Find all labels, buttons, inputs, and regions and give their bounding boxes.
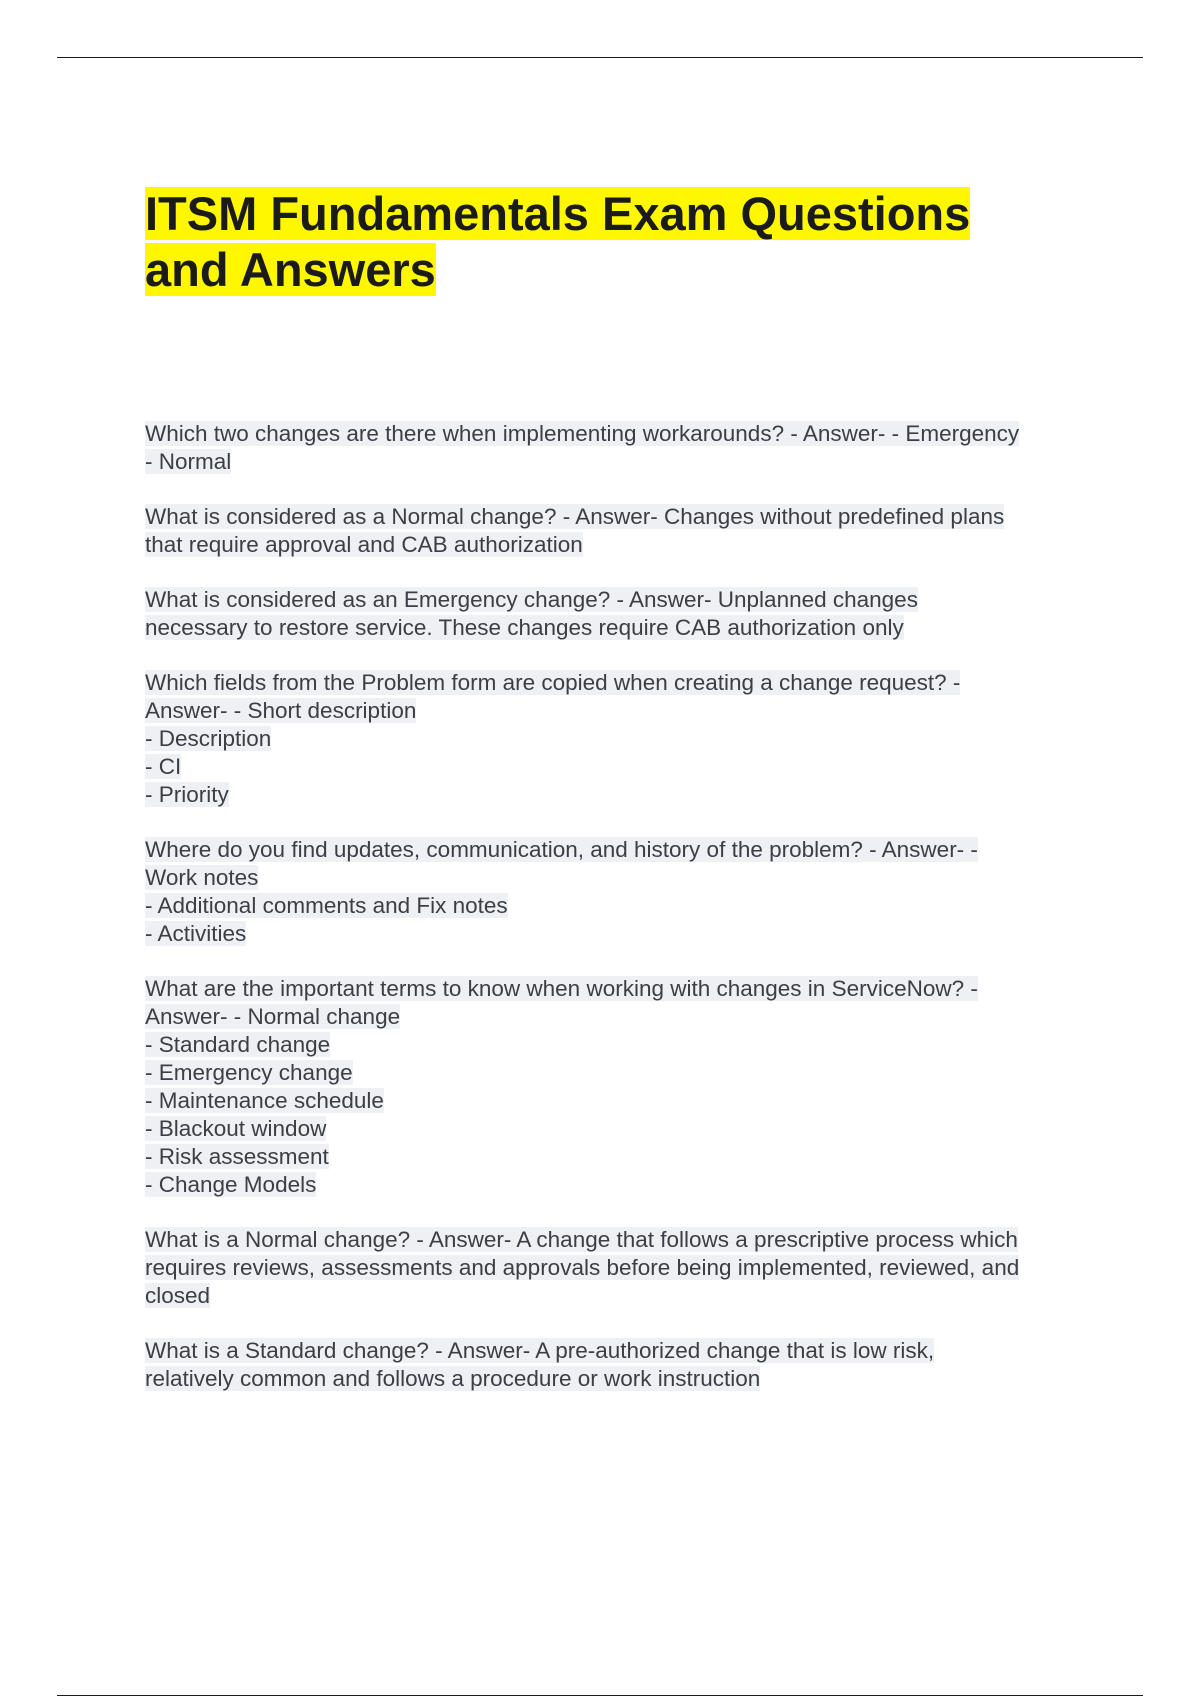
qa-line: - Activities bbox=[145, 921, 247, 946]
qa-line: What is a Normal change? - Answer- A change that follows a prescriptive process which bbox=[145, 1227, 1018, 1252]
qa-item bbox=[145, 503, 1095, 559]
qa-line: necessary to restore service. These changes require CAB authorization only bbox=[145, 615, 904, 640]
qa-line: - Normal bbox=[145, 449, 232, 474]
qa-line: - Priority bbox=[145, 782, 229, 807]
qa-line: Which fields from the Problem form are copied when creating a change request? - bbox=[145, 670, 961, 695]
title-line-1: ITSM Fundamentals Exam Questions bbox=[145, 187, 971, 240]
qa-line: Which two changes are there when implementing workarounds? - Answer- - Emergency bbox=[145, 421, 1020, 446]
qa-line: Work notes bbox=[145, 865, 259, 890]
qa-line: - Change Models bbox=[145, 1172, 317, 1197]
qa-item bbox=[145, 1337, 1095, 1393]
top-divider bbox=[57, 57, 1143, 58]
title-line-2: and Answers bbox=[145, 243, 436, 296]
qa-line: What are the important terms to know when working with changes in ServiceNow? - bbox=[145, 976, 978, 1001]
qa-line: relatively common and follows a procedure or work instruction bbox=[145, 1366, 761, 1391]
qa-item bbox=[145, 669, 1095, 809]
qa-item bbox=[145, 836, 1095, 948]
qa-line: requires reviews, assessments and approvals before being implemented, reviewed, and bbox=[145, 1255, 1020, 1280]
qa-line: What is considered as a Normal change? - Answer- Changes without predefined plans bbox=[145, 504, 1005, 529]
qa-line: - Maintenance schedule bbox=[145, 1088, 384, 1113]
qa-line: What is a Standard change? - Answer- A pre-authorized change that is low risk, bbox=[145, 1338, 935, 1363]
qa-item bbox=[145, 586, 1095, 642]
qa-line: - Emergency change bbox=[145, 1060, 353, 1085]
qa-item bbox=[145, 1226, 1095, 1310]
qa-line: that require approval and CAB authorization bbox=[145, 532, 583, 557]
qa-line: - CI bbox=[145, 754, 182, 779]
qa-line: Where do you find updates, communication, and history of the problem? - Answer- - bbox=[145, 837, 978, 862]
qa-line: - Blackout window bbox=[145, 1116, 327, 1141]
qa-line: - Additional comments and Fix notes bbox=[145, 893, 508, 918]
qa-line: - Risk assessment bbox=[145, 1144, 329, 1169]
qa-list bbox=[145, 420, 1095, 1420]
qa-line: - Standard change bbox=[145, 1032, 331, 1057]
qa-item bbox=[145, 975, 1095, 1199]
qa-line: Answer- - Short description bbox=[145, 698, 417, 723]
document-title bbox=[145, 186, 1085, 298]
bottom-divider bbox=[57, 1695, 1143, 1696]
qa-line: Answer- - Normal change bbox=[145, 1004, 401, 1029]
qa-item bbox=[145, 420, 1095, 476]
qa-line: closed bbox=[145, 1283, 211, 1308]
qa-line: What is considered as an Emergency change? - Answer- Unplanned changes bbox=[145, 587, 918, 612]
qa-line: - Description bbox=[145, 726, 272, 751]
